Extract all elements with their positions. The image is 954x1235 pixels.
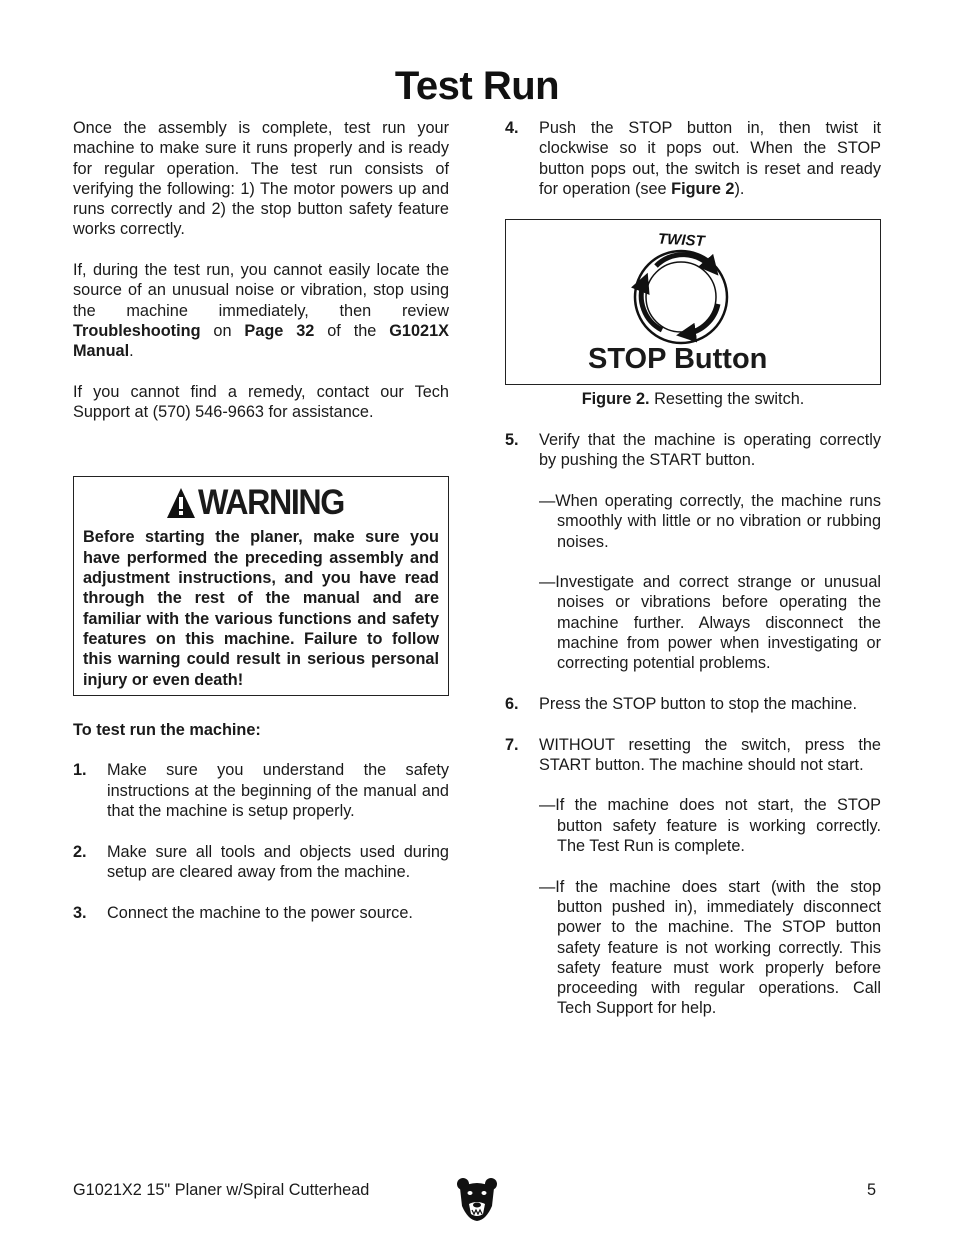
step-7-note: —If the machine does not start, the STOP button safety feature is working correctly. The Test Run is complete. xyxy=(539,796,881,856)
step-7-note: —If the machine does start (with the stop button pushed in), immediately disconnect power to the machine. The STOP button safety feature is not working correctly. This safety feature must work properly before proceeding with regular operations. Call Tech Support for help. xyxy=(539,877,881,1018)
step-3 xyxy=(73,903,449,923)
step4-text: ). xyxy=(734,179,745,198)
step-number: 1. xyxy=(73,761,87,780)
step-5 xyxy=(505,430,881,471)
step-number: 6. xyxy=(505,694,519,713)
support-paragraph: If you cannot find a remedy, contact our Tech Support at (570) 546-9663 for assistance. xyxy=(73,382,449,422)
caption-text: Resetting the switch. xyxy=(649,390,805,409)
caption-number: Figure 2. xyxy=(581,390,650,409)
stop-button-label: STOP Button xyxy=(588,343,768,376)
manual-ref: G1021X Manual xyxy=(73,321,449,361)
page-ref: Page 32 xyxy=(244,321,315,340)
step-2 xyxy=(73,842,449,883)
step-text: Press the STOP button to stop the machine. xyxy=(539,694,857,713)
para2-text: If, during the test run, you cannot easily locate the source of an unusual noise or vibration, stop using the machine immediately, then review xyxy=(73,261,449,320)
step-6 xyxy=(505,694,881,714)
troubleshooting-paragraph xyxy=(73,260,449,361)
page-number: 5 xyxy=(867,1181,877,1199)
step4-text: Push the STOP button in, then twist it clockwise so it pops out. When the STOP button pops out, the switch is reset and ready for operation (see xyxy=(539,119,881,198)
warning-triangle-icon xyxy=(166,487,196,519)
step-5-note: —When operating correctly, the machine runs smoothly with little or no vibration or rubbing noises. xyxy=(539,491,881,551)
figure-caption xyxy=(505,389,881,409)
step-7 xyxy=(505,735,881,776)
step-number: 7. xyxy=(505,735,519,754)
figure-ref: Figure 2 xyxy=(671,179,735,198)
bear-logo-icon xyxy=(456,1176,498,1222)
step-4 xyxy=(505,118,881,199)
step-number: 4. xyxy=(505,119,519,137)
step-5-note: —Investigate and correct strange or unusual noises or vibrations before operating the machine further. Always disconnect the machine from power when investigating or correcting potential problems. xyxy=(539,573,881,673)
warning-header xyxy=(83,483,439,523)
right-column xyxy=(505,118,881,1039)
step-text: Make sure you understand the safety instructions at the beginning of the manual and that the machine is setup properly. xyxy=(107,761,449,821)
step-1 xyxy=(73,760,449,821)
twist-label: TWIST xyxy=(657,231,706,251)
warning-heading: WARNING xyxy=(197,483,344,523)
step-text: Verify that the machine is operating correctly by pushing the START button. xyxy=(539,431,881,470)
para2-text: of the xyxy=(314,321,390,340)
step-number: 3. xyxy=(73,903,87,922)
footer-model: G1021X2 15" Planer w/Spiral Cutterhead xyxy=(73,1181,370,1199)
figure-2 xyxy=(505,219,881,385)
warning-box xyxy=(73,476,449,695)
para2-text: on xyxy=(200,321,245,340)
step-number: 2. xyxy=(73,842,87,861)
step-text: Connect the machine to the power source. xyxy=(107,903,413,922)
procedure-subhead: To test run the machine: xyxy=(73,720,261,739)
para2-text: . xyxy=(129,342,134,361)
step-text: Make sure all tools and objects used during setup are cleared away from the machine. xyxy=(107,842,449,881)
left-column xyxy=(73,118,449,943)
warning-text: Before starting the planer, make sure you have performed the preceding assembly and adjustment instructions, and you have read through the rest of the manual and are familiar with the various functions and safety features on this machine. Failure to follow this warning could result in serious personal injury or even death! xyxy=(83,528,439,689)
step-text xyxy=(539,118,881,199)
step-number: 5. xyxy=(505,431,519,450)
troubleshooting-ref: Troubleshooting xyxy=(73,321,201,340)
page-title: Test Run xyxy=(394,64,560,108)
intro-paragraph: Once the assembly is complete, test run your machine to make sure it runs properly and is ready for regular operation. The test run consists of verifying the following: 1) The motor powers up and runs correctly and 2) the stop button safety feature works correctly. xyxy=(73,119,449,239)
step-text: WITHOUT resetting the switch, press the START button. The machine should not start. xyxy=(539,735,881,774)
